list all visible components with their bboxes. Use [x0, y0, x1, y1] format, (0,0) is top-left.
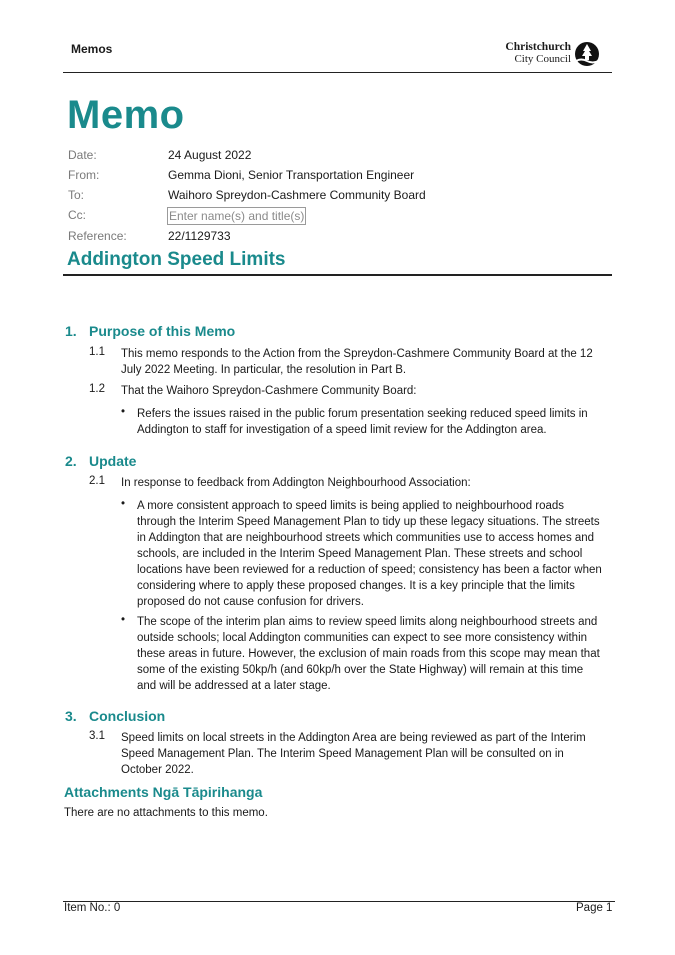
section-heading-purpose: Purpose of this Memo — [89, 323, 236, 339]
section-number: 2. — [65, 453, 77, 469]
text-line: these areas in future. However, the exclusion of main roads from this scope may mean that — [137, 648, 600, 660]
from-label: From: — [68, 168, 100, 182]
bullet-item — [137, 406, 617, 438]
header-rule — [63, 72, 612, 73]
bullet-item — [137, 498, 617, 610]
attachments-heading: Attachments Ngā Tāpirihanga — [64, 784, 263, 800]
text-line: Addington to staff for investigation of a speed limit review for the Addington area. — [137, 424, 547, 436]
document-title: Addington Speed Limits — [67, 249, 286, 270]
text-line: In response to feedback from Addington Neighbourhood Association: — [121, 477, 471, 489]
paragraph-1-1 — [121, 346, 616, 378]
bullet-icon: • — [121, 406, 126, 418]
date-value: 24 August 2022 — [168, 148, 252, 162]
item-number: Item No.: 0 — [64, 902, 121, 914]
paragraph-number: 1.1 — [89, 346, 105, 358]
text-line: Refers the issues raised in the public forum presentation seeking reduced speed limits in — [137, 408, 588, 420]
from-value: Gemma Dioni, Senior Transportation Engineer — [168, 168, 415, 182]
council-logo — [498, 41, 600, 69]
paragraph-number: 2.1 — [89, 475, 105, 487]
council-emblem-icon — [574, 41, 600, 67]
cc-field[interactable]: Enter name(s) and title(s) — [169, 209, 305, 223]
text-line: That the Waihoro Spreydon-Cashmere Community Board: — [121, 385, 417, 397]
to-label: To: — [68, 188, 85, 202]
reference-value: 22/1129733 — [168, 229, 231, 243]
text-line: Speed Management Plan. The Interim Speed Management Plan will be consulted on in — [121, 748, 564, 760]
text-line: outside schools; local Addington communities can expect to see more consistency within — [137, 632, 588, 644]
to-value: Waihoro Spreydon-Cashmere Community Board — [168, 188, 426, 202]
page-number: Page 1 — [576, 902, 613, 914]
date-label: Date: — [68, 148, 97, 162]
text-line: October 2022. — [121, 764, 194, 776]
footer-rule — [63, 901, 615, 902]
text-line: July 2022 Meeting. In particular, the resolution in Part B. — [121, 364, 407, 376]
bullet-item — [137, 614, 617, 694]
section-number: 1. — [65, 323, 77, 339]
reference-label: Reference: — [68, 229, 127, 243]
text-line: proposed do not cause confusion for drivers. — [137, 596, 364, 608]
section-heading-conclusion: Conclusion — [89, 708, 166, 724]
cc-label: Cc: — [68, 208, 86, 222]
text-line: in Addington that are neighbourhood streets which communities use to access homes and — [137, 532, 595, 544]
bullet-icon: • — [121, 498, 126, 510]
text-line: some of the existing 50kp/h (and 60kp/h over the State Highway) will remain at this time — [137, 664, 584, 676]
section-number: 3. — [65, 708, 77, 724]
header-title: Memos — [71, 42, 113, 56]
text-line: locations have been reviewed for a reduction of speed; consistency has been a factor when — [137, 564, 602, 576]
text-line: This memo responds to the Action from the Spreydon-Cashmere Community Board at the 12 — [121, 348, 593, 360]
logo-line-2: City Council — [514, 53, 571, 65]
attachments-text: There are no attachments to this memo. — [64, 807, 268, 819]
title-rule — [63, 274, 612, 276]
text-line: A more consistent approach to speed limits is being applied to neighbourhood roads — [137, 500, 565, 512]
text-line: schools, are included in the Interim Speed Management Plan. These streets and school — [137, 548, 583, 560]
logo-line-1: Christchurch — [505, 41, 571, 53]
paragraph-3-1 — [121, 730, 616, 778]
section-heading-update: Update — [89, 453, 137, 469]
paragraph-number: 1.2 — [89, 383, 105, 395]
text-line: Speed limits on local streets in the Addington Area are being reviewed as part of the Interim — [121, 732, 586, 744]
paragraph-2-1 — [121, 475, 616, 491]
bullet-icon: • — [121, 614, 126, 626]
text-line: through the Interim Speed Management Plan to tidy up these legacy situations. The streets — [137, 516, 600, 528]
text-line: and will be addressed at a later stage. — [137, 680, 331, 692]
paragraph-1-2 — [121, 383, 616, 399]
text-line: considering where to apply these proposed changes. It is a key principle that the limits — [137, 580, 575, 592]
text-line: The scope of the interim plan aims to review speed limits along neighbourhood streets and — [137, 616, 598, 628]
paragraph-number: 3.1 — [89, 730, 105, 742]
memo-title: Memo — [67, 93, 185, 137]
